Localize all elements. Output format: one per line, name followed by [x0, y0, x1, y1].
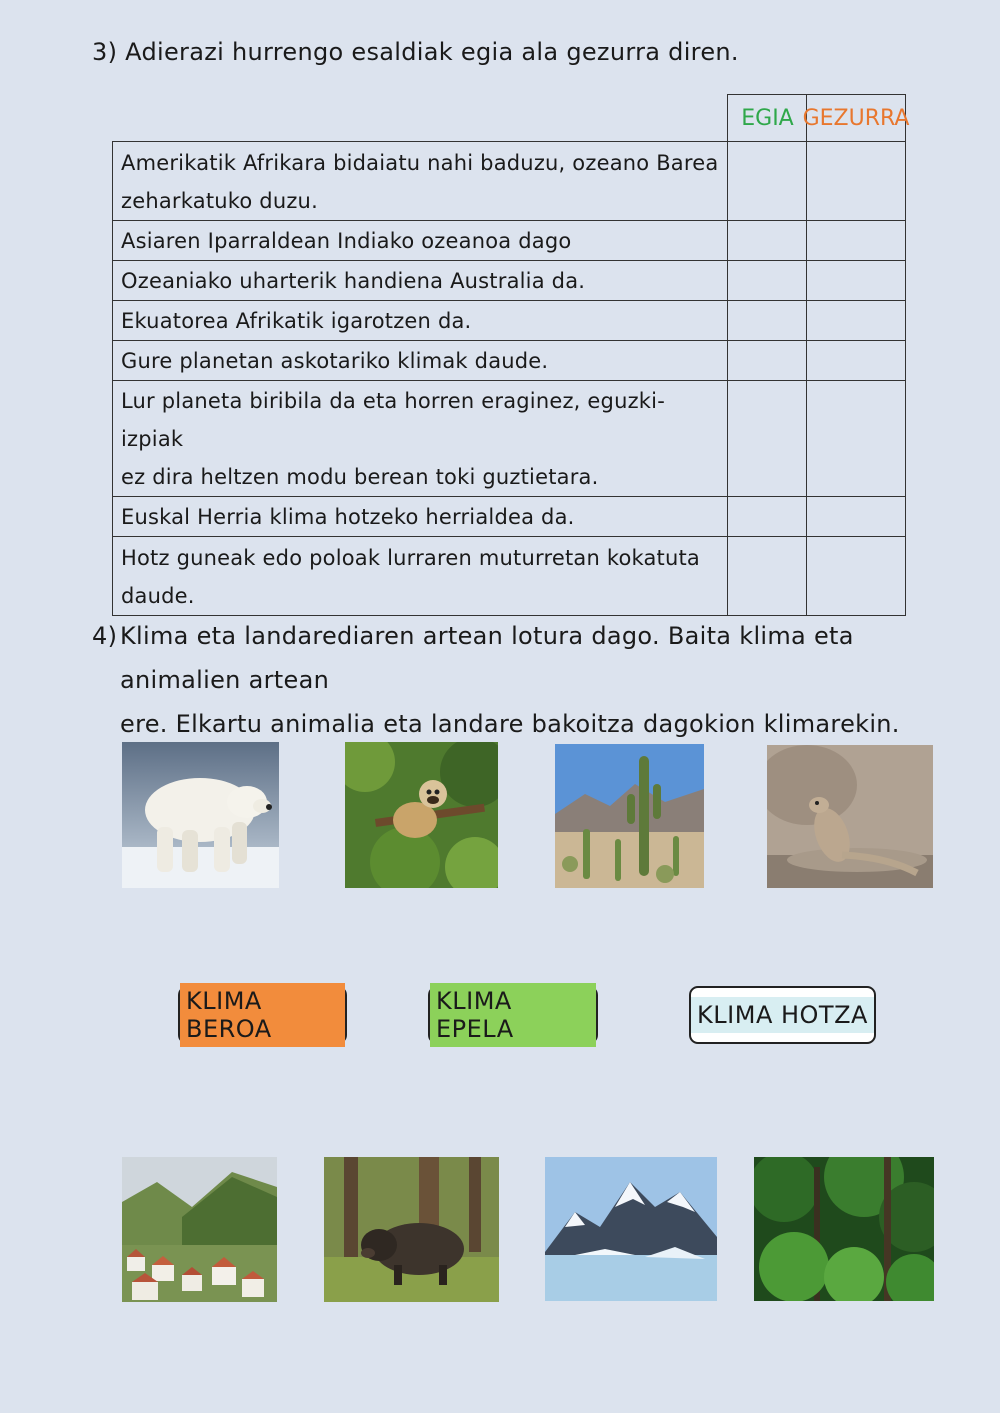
gezurra-answer-cell[interactable]: [807, 537, 906, 616]
egia-answer-cell[interactable]: [728, 261, 807, 301]
true-false-table: [112, 141, 906, 616]
jungle-image[interactable]: [754, 1157, 934, 1301]
statement-line: Hotz guneak edo poloak lurraren muturretan kokatuta: [121, 545, 700, 570]
klima-hotza-label[interactable]: [689, 986, 876, 1044]
statement-text: Ekuatorea Afrikatik igarotzen da.: [113, 301, 728, 341]
statement-text: Ozeaniako uharterik handiena Australia da.: [113, 261, 728, 301]
statement-text: Gure planetan askotariko klimak daude.: [113, 341, 728, 381]
statement-line: zeharkatuko duzu.: [121, 188, 318, 213]
header-gezurra: GEZURRA: [806, 94, 906, 142]
gezurra-answer-cell[interactable]: [807, 381, 906, 497]
egia-answer-cell[interactable]: [728, 221, 807, 261]
desert-cactus-image[interactable]: [555, 744, 704, 888]
header-egia: EGIA: [727, 94, 807, 142]
gezurra-answer-cell[interactable]: [807, 142, 906, 221]
polar-bear-image[interactable]: [122, 742, 279, 888]
statement-text: Asiaren Iparraldean Indiako ozeanoa dago: [113, 221, 728, 261]
klima-epela-label[interactable]: [428, 986, 598, 1044]
egia-answer-cell[interactable]: [728, 341, 807, 381]
egia-answer-cell[interactable]: [728, 301, 807, 341]
section4-line: ere. Elkartu animalia eta landare bakoitza dagokion klimarekin.: [120, 710, 900, 738]
klima-beroa-text: KLIMA BEROA: [180, 983, 345, 1047]
lizard-image[interactable]: [767, 745, 933, 888]
table-row: [113, 221, 906, 261]
gezurra-answer-cell[interactable]: [807, 261, 906, 301]
gezurra-answer-cell[interactable]: [807, 221, 906, 261]
statement-line: daude.: [121, 583, 195, 608]
egia-answer-cell[interactable]: [728, 381, 807, 497]
klima-beroa-label[interactable]: [178, 986, 347, 1044]
section4-instructions: [92, 614, 922, 746]
table-row: [113, 301, 906, 341]
table-row: [113, 142, 906, 221]
egia-answer-cell[interactable]: [728, 537, 807, 616]
statement-line: Amerikatik Afrikara bidaiatu nahi baduzu, ozeano Barea: [121, 150, 719, 175]
gezurra-answer-cell[interactable]: [807, 341, 906, 381]
section4-line: Klima eta landarediaren artean lotura dago. Baita klima eta animalien artean: [120, 622, 854, 694]
table-row: [113, 381, 906, 497]
table-row: [113, 497, 906, 537]
statement-text: Euskal Herria klima hotzeko herrialdea da.: [113, 497, 728, 537]
gezurra-answer-cell[interactable]: [807, 301, 906, 341]
mountain-village-image[interactable]: [122, 1157, 277, 1302]
table-row: [113, 537, 906, 616]
table-row: [113, 341, 906, 381]
section4-number: 4): [92, 622, 118, 650]
statement-line: Lur planeta biribila da eta horren eraginez, eguzki-izpiak: [121, 389, 665, 451]
gezurra-answer-cell[interactable]: [807, 497, 906, 537]
egia-answer-cell[interactable]: [728, 497, 807, 537]
table-row: [113, 261, 906, 301]
klima-hotza-text: KLIMA HOTZA: [691, 997, 874, 1033]
statement-line: ez dira heltzen modu berean toki guztietara.: [121, 465, 599, 489]
egia-answer-cell[interactable]: [728, 142, 807, 221]
wild-boar-image[interactable]: [324, 1157, 499, 1302]
monkey-image[interactable]: [345, 742, 498, 888]
snowy-mountains-image[interactable]: [545, 1157, 717, 1301]
klima-epela-text: KLIMA EPELA: [430, 983, 596, 1047]
section3-title: 3) Adierazi hurrengo esaldiak egia ala gezurra diren.: [92, 38, 739, 66]
